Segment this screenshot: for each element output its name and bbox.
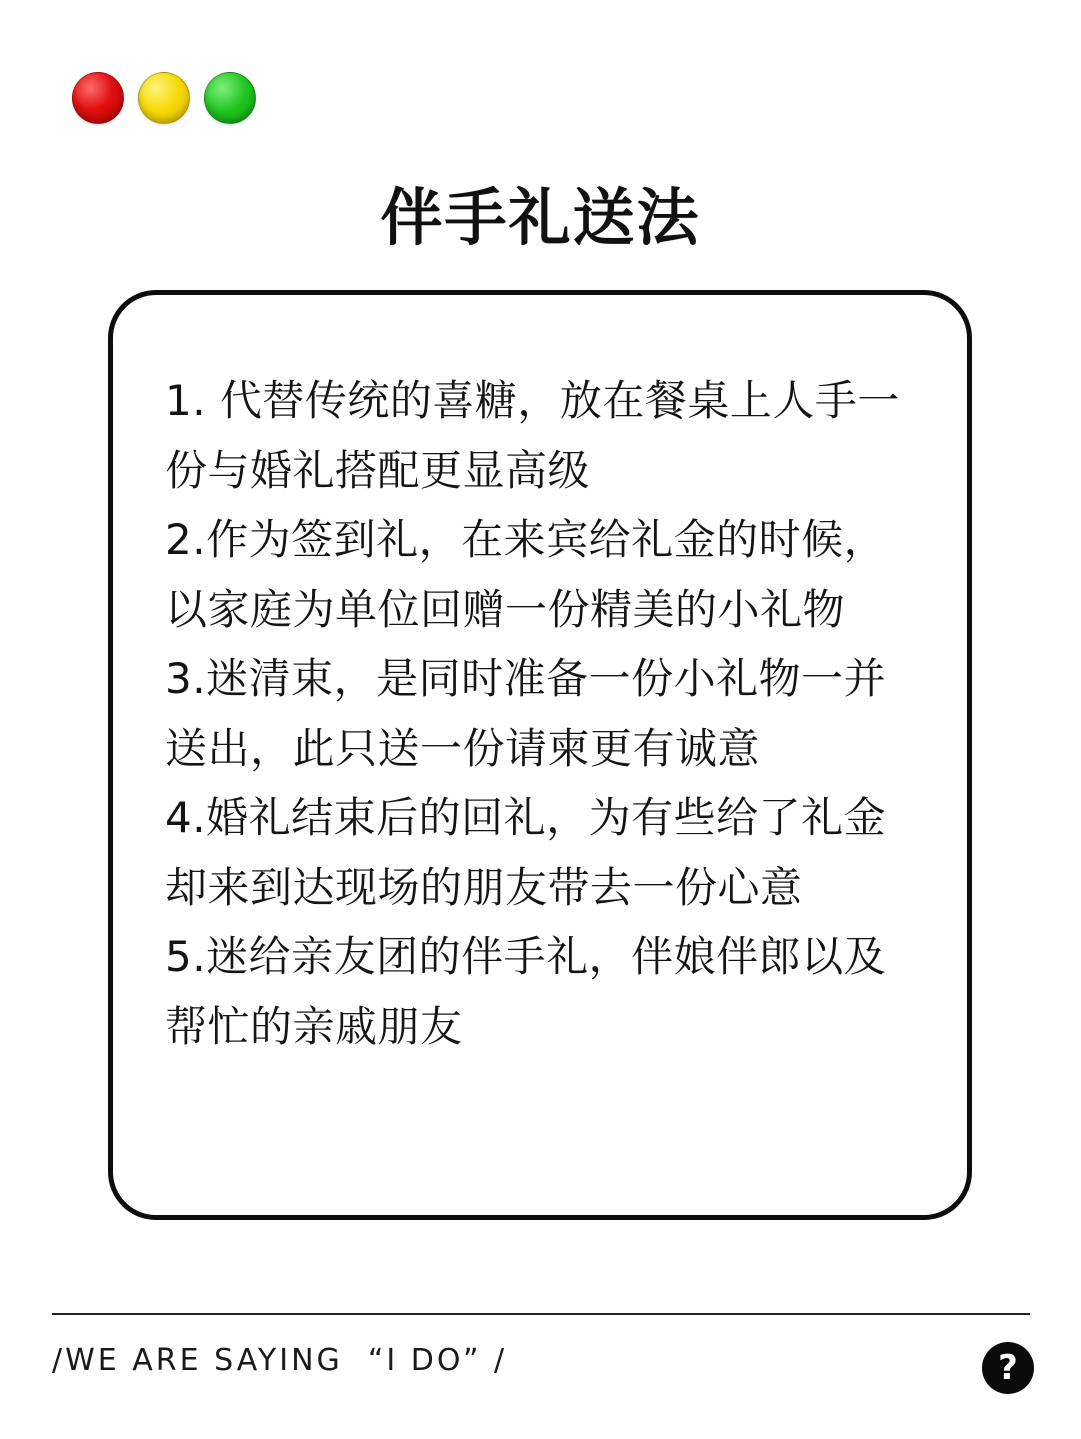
window-controls bbox=[72, 72, 256, 124]
red-dot-icon bbox=[72, 72, 124, 124]
help-icon[interactable]: ? bbox=[982, 1342, 1034, 1394]
list-item: 2.作为签到礼，在来宾给礼金的时候，以家庭为单位回赠一份精美的小礼物 bbox=[165, 515, 887, 634]
yellow-dot-icon bbox=[138, 72, 190, 124]
list-item: 3.迷清束，是同时准备一份小礼物一并送出，此只送一份请柬更有诚意 bbox=[165, 654, 887, 773]
list-item: 5.迷给亲友团的伴手礼，伴娘伴郎以及帮忙的亲戚朋友 bbox=[165, 932, 887, 1051]
list-item: 1. 代替传统的喜糖，放在餐桌上人手一份与婚礼搭配更显高级 bbox=[165, 376, 900, 495]
footer-tagline: /WE ARE SAYING “I DO” / bbox=[52, 1343, 508, 1378]
footer-divider bbox=[52, 1313, 1030, 1315]
page-title: 伴手礼送法 bbox=[380, 181, 701, 254]
card-content bbox=[165, 366, 925, 1061]
green-dot-icon bbox=[204, 72, 256, 124]
list-item: 4.婚礼结束后的回礼，为有些给了礼金却来到达现场的朋友带去一份心意 bbox=[165, 793, 887, 912]
